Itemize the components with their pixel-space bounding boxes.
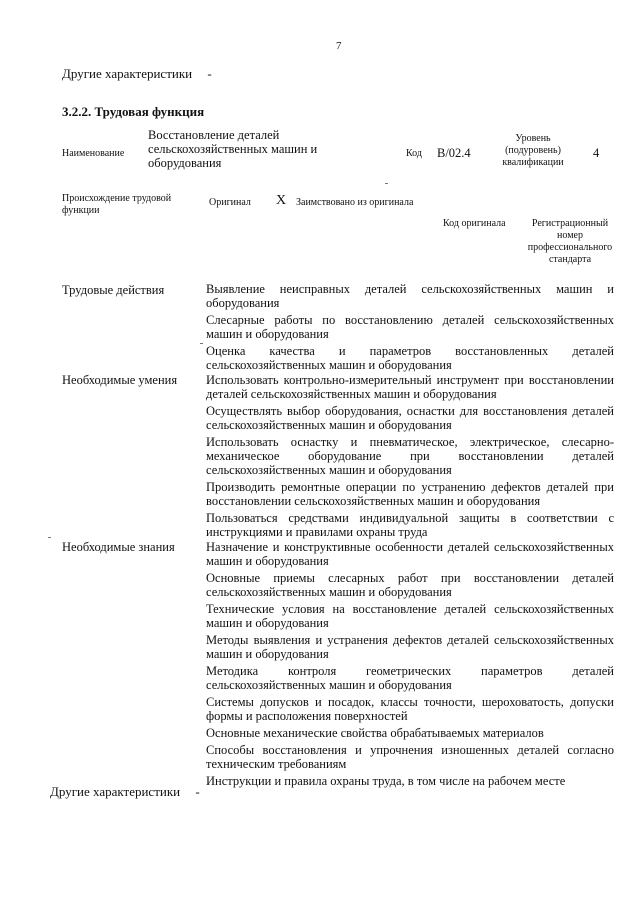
original-label: Оригинал — [209, 197, 251, 208]
other-characteristics-value: - — [207, 66, 212, 81]
list-item: Выявление неисправных деталей сельскохозяйственных машин и оборудования — [206, 282, 614, 310]
page-number: 7 — [336, 40, 342, 52]
list-item: Основные механические свойства обрабатываемых материалов — [206, 726, 544, 740]
knowledge-list — [206, 540, 614, 791]
other-characteristics-value: - — [195, 784, 200, 799]
section-title: 3.2.2. Трудовая функция — [62, 104, 205, 119]
list-item: Оценка качества и параметров восстановленных деталей сельскохозяйственных машин и оборудования — [206, 344, 614, 372]
name-value: Восстановление деталей сельскохозяйственных машин и оборудования — [148, 128, 318, 170]
list-item: Осуществлять выбор оборудования, оснастки для восстановления деталей сельскохозяйственных машин и оборудования — [206, 404, 614, 432]
other-characteristics-label: Другие характеристики — [62, 66, 193, 81]
reg-number-label: Регистрационный номер профессионального стандарта — [527, 218, 613, 265]
labor-actions-label: Трудовые действия — [62, 283, 165, 297]
list-item: Технические условия на восстановление деталей сельскохозяйственных машин и оборудования — [206, 602, 614, 630]
scan-speck — [385, 183, 388, 184]
code-original-label: Код оригинала — [443, 218, 506, 229]
borrowed-label: Заимствовано из оригинала — [296, 197, 414, 208]
original-mark: X — [276, 193, 287, 208]
list-item: Методы выявления и устранения дефектов деталей сельскохозяйственных машин и оборудования — [206, 633, 614, 661]
skills-label: Необходимые умения — [62, 373, 178, 387]
list-item: Системы допусков и посадок, классы точности, шероховатость, допуски формы и расположения поверхностей — [206, 695, 614, 723]
other-characteristics-bottom — [50, 784, 200, 799]
name-label: Наименование — [62, 148, 125, 159]
list-item: Основные приемы слесарных работ при восстановлении деталей сельскохозяйственных машин и оборудования — [206, 571, 614, 599]
list-item: Использовать оснастку и пневматическое, электрическое, слесарно-механическое оборудование при восстановлении деталей сельскохозяйственных машин и оборудования — [206, 435, 614, 477]
list-item: Пользоваться средствами индивидуальной защиты в соответствии с инструкциями и правилами охраны труда — [206, 511, 614, 539]
other-characteristics-top — [62, 66, 212, 81]
list-item: Назначение и конструктивные особенности деталей сельскохозяйственных машин и оборудования — [206, 540, 614, 568]
other-characteristics-label: Другие характеристики — [50, 784, 181, 799]
list-item: Слесарные работы по восстановлению деталей сельскохозяйственных машин и оборудования — [206, 313, 614, 341]
code-label: Код — [406, 148, 422, 159]
level-value: 4 — [593, 146, 600, 160]
origin-label: Происхождение трудовой функции — [62, 193, 172, 216]
list-item: Производить ремонтные операции по устранению дефектов деталей при восстановлении сельскохозяйственных машин и оборудования — [206, 480, 614, 508]
level-label: Уровень (подуровень) квалификации — [502, 133, 564, 168]
list-item: Использовать контрольно-измерительный инструмент при восстановлении деталей сельскохозяйственных машин и оборудования — [206, 373, 614, 401]
scan-speck — [48, 537, 51, 538]
list-item: Инструкции и правила охраны труда, в том числе на рабочем месте — [206, 774, 566, 788]
code-value: B/02.4 — [437, 146, 471, 160]
labor-actions-list — [206, 282, 614, 375]
list-item: Методика контроля геометрических параметров деталей сельскохозяйственных машин и оборудования — [206, 664, 614, 692]
knowledge-label: Необходимые знания — [62, 540, 175, 554]
list-item: Способы восстановления и упрочнения изношенных деталей согласно техническим требованиям — [206, 743, 614, 771]
skills-list — [206, 373, 614, 542]
scan-speck — [200, 343, 203, 344]
